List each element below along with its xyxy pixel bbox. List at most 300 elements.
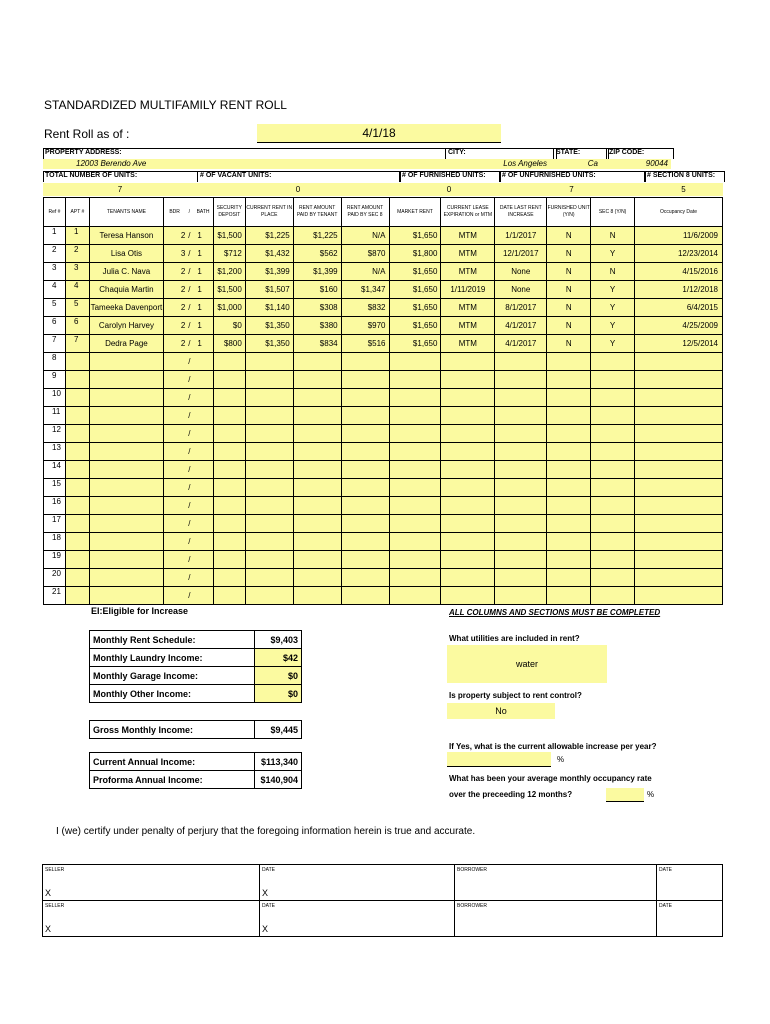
seller-date-1[interactable] [260,865,455,901]
cell-rent[interactable] [245,353,293,371]
cell-lease[interactable] [441,551,495,569]
cell-bath[interactable] [193,587,213,605]
cell-apt[interactable] [65,371,89,389]
cell-lease[interactable] [441,443,495,461]
cell-deposit[interactable] [213,353,245,371]
cell-market[interactable] [389,551,441,569]
cell-bath[interactable] [193,407,213,425]
cell-occ[interactable] [635,461,723,479]
cell-s8[interactable] [591,479,635,497]
cell-s8[interactable] [591,425,635,443]
cell-bath[interactable] [193,569,213,587]
cell-sec8[interactable] [341,551,389,569]
cell-last[interactable]: 4/1/2017 [495,317,547,335]
cell-bdr[interactable] [163,461,185,479]
cell-last[interactable] [495,569,547,587]
cell-furn[interactable] [547,353,591,371]
cell-deposit[interactable] [213,407,245,425]
borrower-date-2[interactable] [657,901,723,937]
cell-tenant[interactable]: $308 [293,299,341,317]
occupancy-rate-field[interactable] [606,788,644,802]
cell-last[interactable]: 8/1/2017 [495,299,547,317]
cell-furn[interactable]: N [547,227,591,245]
cell-bdr[interactable] [163,479,185,497]
cell-apt[interactable] [65,569,89,587]
cell-market[interactable] [389,353,441,371]
cell-bdr[interactable]: 2 [163,299,185,317]
cell-bath[interactable] [193,425,213,443]
cell-bdr[interactable] [163,533,185,551]
cell-deposit[interactable]: $0 [213,317,245,335]
cell-tenant[interactable] [293,587,341,605]
cell-name[interactable] [89,551,163,569]
cell-tenant[interactable]: $160 [293,281,341,299]
cell-deposit[interactable] [213,551,245,569]
cell-rent[interactable]: $1,432 [245,245,293,263]
cell-apt[interactable] [65,533,89,551]
cell-deposit[interactable] [213,515,245,533]
cell-apt[interactable] [65,461,89,479]
cell-sec8[interactable] [341,353,389,371]
cell-sec8[interactable] [341,371,389,389]
cell-deposit[interactable] [213,371,245,389]
cell-furn[interactable]: N [547,281,591,299]
cell-rent[interactable] [245,587,293,605]
cell-s8[interactable] [591,461,635,479]
cell-apt[interactable]: 5 [65,299,89,317]
cell-apt[interactable]: 6 [65,317,89,335]
rent-control-field[interactable]: No [447,703,555,719]
cell-last[interactable] [495,497,547,515]
cell-furn[interactable]: N [547,335,591,353]
cell-occ[interactable]: 12/23/2014 [635,245,723,263]
cell-sec8[interactable]: $516 [341,335,389,353]
garage-value[interactable]: $0 [255,667,302,685]
cell-apt[interactable] [65,497,89,515]
furnished-units-field[interactable]: 0 [399,183,499,196]
cell-sec8[interactable]: N/A [341,227,389,245]
cell-rent[interactable] [245,443,293,461]
seller-signature-1[interactable] [43,865,260,901]
cell-lease[interactable] [441,569,495,587]
cell-tenant[interactable] [293,479,341,497]
cell-occ[interactable] [635,479,723,497]
cell-rent[interactable] [245,461,293,479]
seller-date-2[interactable] [260,901,455,937]
cell-s8[interactable] [591,533,635,551]
cell-s8[interactable] [591,407,635,425]
cell-sec8[interactable] [341,461,389,479]
cell-tenant[interactable]: $562 [293,245,341,263]
cell-last[interactable] [495,587,547,605]
cell-rent[interactable] [245,407,293,425]
cell-name[interactable] [89,515,163,533]
cell-s8[interactable] [591,353,635,371]
cell-apt[interactable] [65,587,89,605]
cell-name[interactable]: Chaquia Martin [89,281,163,299]
cell-furn[interactable] [547,371,591,389]
monthly-rent-value[interactable]: $9,403 [255,631,302,649]
cell-occ[interactable] [635,407,723,425]
cell-market[interactable]: $1,650 [389,281,441,299]
cell-tenant[interactable] [293,389,341,407]
cell-last[interactable] [495,425,547,443]
cell-last[interactable]: None [495,263,547,281]
cell-bdr[interactable] [163,425,185,443]
cell-rent[interactable]: $1,350 [245,317,293,335]
cell-occ[interactable] [635,551,723,569]
cell-bdr[interactable] [163,353,185,371]
cell-lease[interactable] [441,461,495,479]
cell-rent[interactable] [245,497,293,515]
cell-bath[interactable] [193,551,213,569]
cell-deposit[interactable]: $712 [213,245,245,263]
cell-tenant[interactable] [293,569,341,587]
cell-rent[interactable] [245,515,293,533]
cell-sec8[interactable] [341,497,389,515]
cell-occ[interactable]: 4/25/2009 [635,317,723,335]
cell-sec8[interactable]: $832 [341,299,389,317]
cell-deposit[interactable] [213,497,245,515]
cell-deposit[interactable]: $1,500 [213,281,245,299]
cell-bdr[interactable] [163,443,185,461]
cell-rent[interactable] [245,569,293,587]
cell-furn[interactable] [547,551,591,569]
cell-lease[interactable] [441,497,495,515]
cell-last[interactable] [495,389,547,407]
cell-occ[interactable]: 6/4/2015 [635,299,723,317]
cell-deposit[interactable] [213,587,245,605]
cell-s8[interactable] [591,443,635,461]
cell-market[interactable] [389,587,441,605]
cell-sec8[interactable] [341,569,389,587]
rent-roll-date-field[interactable]: 4/1/18 [257,124,501,143]
cell-last[interactable] [495,479,547,497]
cell-bdr[interactable] [163,389,185,407]
cell-sec8[interactable] [341,443,389,461]
cell-occ[interactable] [635,587,723,605]
cell-deposit[interactable]: $1,200 [213,263,245,281]
cell-apt[interactable] [65,551,89,569]
cell-apt[interactable] [65,353,89,371]
cell-s8[interactable] [591,371,635,389]
cell-furn[interactable] [547,443,591,461]
cell-market[interactable]: $1,650 [389,335,441,353]
cell-deposit[interactable] [213,533,245,551]
cell-occ[interactable] [635,353,723,371]
cell-market[interactable]: $1,650 [389,317,441,335]
cell-deposit[interactable]: $800 [213,335,245,353]
cell-apt[interactable]: 1 [65,227,89,245]
cell-furn[interactable] [547,461,591,479]
cell-lease[interactable] [441,371,495,389]
cell-last[interactable]: 12/1/2017 [495,245,547,263]
cell-tenant[interactable] [293,407,341,425]
laundry-value[interactable]: $42 [255,649,302,667]
cell-rent[interactable] [245,371,293,389]
vacant-units-field[interactable]: 0 [197,183,399,196]
cell-apt[interactable] [65,515,89,533]
other-value[interactable]: $0 [255,685,302,703]
cell-bath[interactable] [193,515,213,533]
cell-last[interactable] [495,551,547,569]
cell-bath[interactable] [193,353,213,371]
cell-occ[interactable] [635,515,723,533]
cell-lease[interactable]: MTM [441,227,495,245]
cell-apt[interactable] [65,425,89,443]
cell-furn[interactable] [547,515,591,533]
cell-market[interactable] [389,569,441,587]
cell-bath[interactable]: 1 [193,317,213,335]
cell-lease[interactable]: MTM [441,317,495,335]
cell-bath[interactable] [193,389,213,407]
cell-rent[interactable] [245,551,293,569]
cell-deposit[interactable] [213,569,245,587]
cell-market[interactable] [389,371,441,389]
cell-deposit[interactable]: $1,500 [213,227,245,245]
cell-s8[interactable]: Y [591,335,635,353]
cell-s8[interactable] [591,551,635,569]
cell-occ[interactable] [635,371,723,389]
cell-bath[interactable]: 1 [193,263,213,281]
zip-field[interactable]: 90044 [606,159,671,169]
cell-bdr[interactable]: 2 [163,317,185,335]
cell-furn[interactable] [547,479,591,497]
cell-apt[interactable]: 3 [65,263,89,281]
cell-bath[interactable] [193,533,213,551]
cell-occ[interactable]: 11/6/2009 [635,227,723,245]
cell-bath[interactable] [193,371,213,389]
cell-furn[interactable]: N [547,245,591,263]
cell-last[interactable]: 1/1/2017 [495,227,547,245]
cell-sec8[interactable] [341,425,389,443]
cell-occ[interactable] [635,569,723,587]
cell-rent[interactable]: $1,140 [245,299,293,317]
cell-bdr[interactable] [163,497,185,515]
cell-occ[interactable]: 1/12/2018 [635,281,723,299]
cell-name[interactable]: Tameeka Davenport [89,299,163,317]
cell-furn[interactable] [547,533,591,551]
cell-furn[interactable] [547,389,591,407]
cell-name[interactable]: Carolyn Harvey [89,317,163,335]
cell-sec8[interactable] [341,407,389,425]
cell-s8[interactable] [591,569,635,587]
cell-rent[interactable] [245,533,293,551]
cell-lease[interactable]: MTM [441,245,495,263]
cell-bdr[interactable]: 2 [163,263,185,281]
cell-tenant[interactable]: $1,225 [293,227,341,245]
cell-last[interactable]: None [495,281,547,299]
cell-apt[interactable]: 7 [65,335,89,353]
cell-occ[interactable]: 12/5/2014 [635,335,723,353]
cell-sec8[interactable] [341,389,389,407]
cell-tenant[interactable] [293,425,341,443]
cell-bdr[interactable]: 3 [163,245,185,263]
cell-sec8[interactable] [341,479,389,497]
cell-furn[interactable] [547,407,591,425]
cell-name[interactable] [89,407,163,425]
cell-name[interactable]: Julia C. Nava [89,263,163,281]
cell-deposit[interactable] [213,479,245,497]
cell-lease[interactable] [441,587,495,605]
total-units-field[interactable]: 7 [43,183,197,196]
cell-sec8[interactable] [341,515,389,533]
cell-lease[interactable] [441,533,495,551]
borrower-signature-1[interactable] [455,865,657,901]
cell-lease[interactable]: MTM [441,299,495,317]
cell-lease[interactable]: MTM [441,335,495,353]
cell-occ[interactable] [635,533,723,551]
cell-lease[interactable] [441,425,495,443]
cell-s8[interactable] [591,497,635,515]
cell-market[interactable]: $1,800 [389,245,441,263]
cell-s8[interactable]: Y [591,299,635,317]
cell-occ[interactable] [635,443,723,461]
cell-s8[interactable] [591,389,635,407]
cell-sec8[interactable] [341,533,389,551]
cell-tenant[interactable] [293,515,341,533]
cell-bdr[interactable] [163,587,185,605]
borrower-signature-2[interactable] [455,901,657,937]
cell-last[interactable] [495,515,547,533]
cell-occ[interactable] [635,425,723,443]
cell-rent[interactable] [245,479,293,497]
cell-last[interactable] [495,353,547,371]
cell-rent[interactable]: $1,225 [245,227,293,245]
cell-bath[interactable]: 1 [193,299,213,317]
seller-signature-2[interactable] [43,901,260,937]
cell-rent[interactable]: $1,399 [245,263,293,281]
city-field[interactable]: Los Angeles [445,159,553,169]
cell-furn[interactable]: N [547,317,591,335]
cell-rent[interactable] [245,389,293,407]
cell-occ[interactable]: 4/15/2016 [635,263,723,281]
cell-market[interactable]: $1,650 [389,299,441,317]
cell-occ[interactable] [635,497,723,515]
cell-name[interactable] [89,569,163,587]
cell-market[interactable] [389,407,441,425]
cell-furn[interactable] [547,425,591,443]
cell-last[interactable] [495,461,547,479]
cell-bath[interactable]: 1 [193,335,213,353]
cell-bdr[interactable] [163,551,185,569]
cell-tenant[interactable] [293,497,341,515]
cell-last[interactable] [495,443,547,461]
cell-lease[interactable] [441,515,495,533]
state-field[interactable]: Ca [553,159,606,169]
cell-name[interactable] [89,353,163,371]
cell-lease[interactable]: 1/11/2019 [441,281,495,299]
cell-bath[interactable]: 1 [193,281,213,299]
cell-deposit[interactable]: $1,000 [213,299,245,317]
cell-name[interactable] [89,425,163,443]
cell-sec8[interactable]: $1,347 [341,281,389,299]
cell-furn[interactable]: N [547,299,591,317]
cell-rent[interactable] [245,425,293,443]
cell-name[interactable] [89,443,163,461]
cell-apt[interactable] [65,389,89,407]
cell-s8[interactable] [591,515,635,533]
cell-name[interactable]: Teresa Hanson [89,227,163,245]
cell-market[interactable] [389,515,441,533]
cell-tenant[interactable]: $380 [293,317,341,335]
cell-furn[interactable] [547,587,591,605]
cell-bdr[interactable] [163,407,185,425]
cell-tenant[interactable] [293,533,341,551]
allowable-increase-field[interactable] [447,752,551,767]
cell-market[interactable] [389,443,441,461]
cell-deposit[interactable] [213,461,245,479]
cell-name[interactable] [89,389,163,407]
cell-sec8[interactable]: N/A [341,263,389,281]
cell-bdr[interactable]: 2 [163,281,185,299]
cell-apt[interactable] [65,407,89,425]
cell-apt[interactable] [65,443,89,461]
cell-apt[interactable] [65,479,89,497]
utilities-field[interactable]: water [447,645,607,683]
cell-deposit[interactable] [213,389,245,407]
cell-tenant[interactable] [293,461,341,479]
cell-name[interactable] [89,371,163,389]
cell-rent[interactable]: $1,507 [245,281,293,299]
cell-furn[interactable] [547,569,591,587]
cell-name[interactable]: Dedra Page [89,335,163,353]
cell-furn[interactable]: N [547,263,591,281]
cell-last[interactable] [495,371,547,389]
cell-s8[interactable]: Y [591,245,635,263]
cell-lease[interactable] [441,389,495,407]
cell-bath[interactable] [193,443,213,461]
cell-bdr[interactable]: 2 [163,227,185,245]
cell-bath[interactable]: 1 [193,245,213,263]
cell-s8[interactable]: Y [591,317,635,335]
cell-sec8[interactable] [341,587,389,605]
cell-deposit[interactable] [213,425,245,443]
cell-s8[interactable]: Y [591,281,635,299]
cell-deposit[interactable] [213,443,245,461]
cell-bath[interactable] [193,479,213,497]
borrower-date-1[interactable] [657,865,723,901]
cell-apt[interactable]: 2 [65,245,89,263]
cell-lease[interactable] [441,407,495,425]
cell-name[interactable]: Lisa Otis [89,245,163,263]
cell-name[interactable] [89,479,163,497]
cell-bath[interactable] [193,461,213,479]
cell-rent[interactable]: $1,350 [245,335,293,353]
cell-apt[interactable]: 4 [65,281,89,299]
cell-name[interactable] [89,461,163,479]
cell-bath[interactable]: 1 [193,227,213,245]
cell-s8[interactable]: N [591,227,635,245]
cell-bdr[interactable] [163,371,185,389]
cell-occ[interactable] [635,389,723,407]
cell-bdr[interactable]: 2 [163,335,185,353]
cell-bath[interactable] [193,497,213,515]
cell-tenant[interactable] [293,443,341,461]
cell-market[interactable] [389,497,441,515]
cell-last[interactable]: 4/1/2017 [495,335,547,353]
cell-bdr[interactable] [163,569,185,587]
address-field[interactable]: 12003 Berendo Ave [43,159,445,169]
cell-sec8[interactable]: $870 [341,245,389,263]
cell-tenant[interactable]: $834 [293,335,341,353]
cell-s8[interactable]: N [591,263,635,281]
cell-tenant[interactable] [293,371,341,389]
cell-lease[interactable] [441,353,495,371]
cell-tenant[interactable] [293,353,341,371]
cell-last[interactable] [495,407,547,425]
cell-market[interactable] [389,389,441,407]
